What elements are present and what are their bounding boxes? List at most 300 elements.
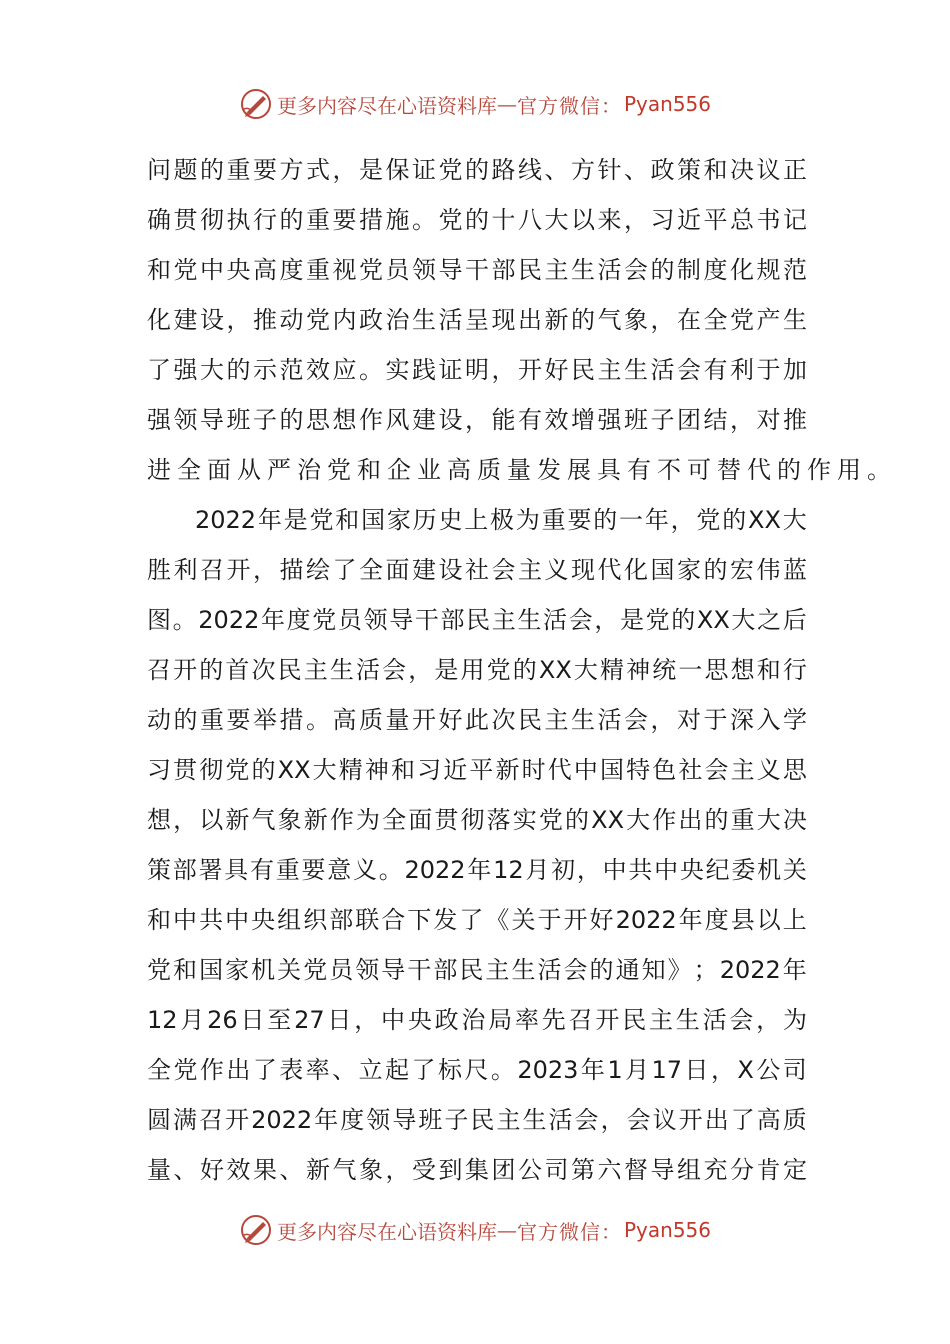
glyph: 生 [522,1106,547,1134]
glyph: 的 [465,206,489,234]
text-line [147,645,807,695]
glyph: 活 [597,256,622,284]
glyph: 气 [597,306,622,334]
glyph: 大 [544,206,569,234]
glyph: 中 [602,856,627,884]
glyph: 12 [493,856,524,884]
glyph: 出 [226,1056,251,1084]
glyph: 策 [147,856,171,884]
glyph: 落 [486,806,511,834]
text-line [147,745,807,795]
glyph: 次 [251,656,276,684]
glyph: 民 [466,606,491,634]
glyph: 要 [567,506,592,534]
glyph: 会 [704,756,729,784]
glyph: 。 [306,706,330,734]
glyph: 示 [253,356,277,384]
glyph: XX [591,806,625,834]
glyph: 重 [226,156,251,184]
glyph: 为 [515,506,540,534]
glyph: 是 [619,606,644,634]
glyph: 央 [251,906,276,934]
glyph: 政 [650,156,675,184]
glyph: 。 [378,856,403,884]
glyph: 贯 [434,806,459,834]
glyph: 2023 [517,1056,579,1084]
glyph: 初 [551,856,576,884]
glyph: 会 [624,706,648,734]
glyph: 班 [226,406,251,434]
glyph: 了 [332,556,357,584]
glyph: 确 [147,206,171,234]
glyph: 义 [756,756,781,784]
glyph: 的 [571,306,595,334]
glyph: 27 [294,1006,325,1034]
glyph: 明 [465,356,489,384]
glyph: 保 [385,156,410,184]
glyph: 象 [624,306,648,334]
footer-dash: — [496,1218,517,1242]
glyph: 贯 [173,756,198,784]
glyph: 动 [147,706,171,734]
text-line [147,595,807,645]
glyph: 建 [412,556,436,584]
glyph: 从 [237,456,261,484]
glyph: 范 [279,356,304,384]
glyph: 度 [340,1106,365,1134]
glyph: 习 [417,756,442,784]
glyph: 率 [515,1006,539,1034]
text-line [147,445,891,495]
glyph: 意 [327,856,352,884]
glyph: 效 [226,1156,251,1184]
glyph: 、 [624,156,648,184]
glyph: 方 [571,156,595,184]
glyph: 义 [353,856,377,884]
glyph: 高 [332,706,357,734]
glyph: 民 [622,1006,647,1034]
glyph: 央 [407,1006,432,1034]
glyph: 治 [461,1006,486,1034]
pen-logo-icon [239,1213,273,1247]
glyph: 党 [327,456,351,484]
glyph: 的 [512,656,537,684]
glyph: 员 [385,256,410,284]
glyph: 员 [329,956,354,984]
glyph: 作 [199,1056,224,1084]
glyph: 习 [650,206,675,234]
glyph: 活 [702,1006,727,1034]
glyph: 领 [173,406,198,434]
glyph: 会 [491,556,516,584]
glyph: 范 [783,256,807,284]
glyph: 一 [619,506,644,534]
glyph: 领 [366,1106,391,1134]
glyph: 中 [200,256,224,284]
glyph: 党 [359,256,383,284]
glyph: ， [354,1006,379,1034]
glyph: 共 [628,856,653,884]
glyph: 导 [381,956,406,984]
glyph: 效 [544,406,569,434]
text-line [147,1145,807,1195]
glyph: 、 [332,1056,357,1084]
glyph: 导 [650,1156,675,1184]
glyph: 署 [198,856,223,884]
glyph: 要 [301,856,326,884]
header-wechat-id: Pyan556 [623,92,711,116]
glyph: 的 [565,806,589,834]
glyph: 生 [783,306,807,334]
glyph: 想 [147,806,171,834]
glyph: 社 [678,756,703,784]
body-text [147,145,891,1195]
glyph: 全 [177,456,201,484]
glyph: 现 [491,306,516,334]
glyph: 知 [641,956,666,984]
glyph: 子 [253,406,277,434]
glyph: 主 [544,256,569,284]
glyph: 活 [548,1106,573,1134]
glyph: 的 [593,506,618,534]
glyph: 策 [677,156,701,184]
glyph: 发 [433,906,458,934]
glyph: ， [491,356,516,384]
pen-logo-icon [239,87,273,121]
glyph: 的 [251,756,276,784]
glyph: ， [650,306,675,334]
glyph: 路 [491,156,516,184]
glyph: 部 [172,856,197,884]
glyph: 产 [756,306,781,334]
glyph: 会 [563,956,588,984]
glyph: ， [756,1006,781,1034]
glyph: 国 [650,556,675,584]
glyph: 有 [250,856,274,884]
glyph: 实 [385,356,410,384]
glyph: 和 [147,906,171,934]
glyph: 有 [627,456,651,484]
text-line [147,845,807,895]
glyph: 量 [385,706,410,734]
glyph: 主 [648,1006,673,1034]
glyph: 班 [418,1106,443,1134]
glyph: 党 [645,606,670,634]
glyph: 正 [783,156,807,184]
glyph: 好 [438,706,463,734]
glyph: 活 [543,606,568,634]
glyph: 总 [730,206,754,234]
glyph: 第 [571,1156,595,1184]
glyph: 精 [600,656,625,684]
glyph: 》 [667,956,692,984]
glyph: 呈 [465,306,489,334]
glyph: ， [576,856,601,884]
glyph: 面 [385,556,410,584]
glyph: 建 [412,406,436,434]
glyph: 新 [495,756,520,784]
glyph: XX [696,606,730,634]
glyph: 和 [703,156,728,184]
glyph: 化 [730,256,754,284]
glyph: 神 [364,756,389,784]
glyph: 的 [704,806,729,834]
glyph: 组 [677,1156,701,1184]
glyph: 活 [356,656,380,684]
glyph: 在 [677,306,701,334]
glyph: 代 [547,756,572,784]
glyph: 新 [225,806,250,834]
glyph: 中 [654,856,679,884]
glyph: 民 [470,1106,495,1134]
glyph: 至 [267,1006,292,1034]
glyph: 民 [459,956,484,984]
glyph: 活 [597,706,622,734]
glyph: 习 [147,756,171,784]
glyph: ， [226,306,251,334]
glyph: 干 [465,256,489,284]
glyph: 重 [200,706,224,734]
glyph: 党 [306,306,330,334]
text-line [147,195,807,245]
glyph: 想 [730,656,755,684]
glyph: 于 [537,906,562,934]
glyph: 用 [837,456,861,484]
glyph: 政 [359,306,383,334]
glyph: 会 [574,1106,599,1134]
glyph: 全 [147,1056,171,1084]
glyph: 党 [730,306,754,334]
glyph: 作 [807,456,831,484]
glyph: 气 [332,1156,357,1184]
glyph: 实 [512,806,537,834]
glyph: 展 [567,456,591,484]
glyph: 绘 [306,556,330,584]
glyph: 起 [385,1056,410,1084]
glyph: 主 [303,656,328,684]
glyph: 图 [147,606,171,634]
footer-watermark [0,1208,950,1252]
glyph: 近 [677,206,701,234]
glyph: ， [600,1106,625,1134]
glyph: 十 [491,206,516,234]
glyph: 六 [597,1156,622,1184]
glyph: 领 [355,956,380,984]
text-line [147,695,807,745]
glyph: 用 [460,656,485,684]
glyph: 具 [224,856,249,884]
glyph: 的 [589,956,614,984]
glyph: 的 [465,156,489,184]
glyph: 圆 [147,1106,171,1134]
glyph: 党 [303,956,328,984]
glyph: 召 [199,1106,224,1134]
glyph: 机 [757,856,782,884]
glyph: 统 [652,656,677,684]
glyph: 风 [385,406,410,434]
glyph: 精 [338,756,363,784]
glyph: 司 [544,1156,569,1184]
glyph: 的 [199,656,224,684]
glyph: 生 [511,956,536,984]
glyph: 好 [589,906,614,934]
glyph: 以 [756,906,781,934]
text-line [147,795,807,845]
glyph: 强 [597,406,622,434]
glyph: 主 [518,556,542,584]
glyph: 效 [306,356,330,384]
glyph: 设 [438,406,463,434]
glyph: 到 [438,1156,463,1184]
glyph: 主 [730,756,755,784]
glyph: 的 [703,556,728,584]
glyph: ， [710,1056,735,1084]
glyph: 式 [306,156,330,184]
glyph: 强 [173,356,198,384]
glyph: ， [594,606,619,634]
glyph: 2022 [195,506,257,534]
glyph: 的 [722,506,747,534]
glyph: ， [408,656,433,684]
glyph: 证 [438,356,463,384]
glyph: 次 [491,706,516,734]
glyph: 17 [651,1056,683,1084]
glyph: 党 [438,156,463,184]
glyph: 和 [391,756,416,784]
glyph: 大 [573,656,598,684]
glyph: 八 [518,206,542,234]
glyph: 主 [597,356,622,384]
glyph: 日 [684,1056,709,1084]
glyph: 国 [361,506,386,534]
glyph: 党 [312,606,337,634]
glyph: 大 [626,806,651,834]
glyph: 历 [412,506,437,534]
glyph: 大 [731,606,756,634]
glyph: 治 [297,456,321,484]
glyph: 治 [385,306,410,334]
glyph: 全 [359,556,383,584]
glyph: ， [332,156,357,184]
glyph: 证 [412,156,436,184]
text-line [147,895,807,945]
footer-wechat-label: 官方微信： [516,1219,622,1244]
glyph: 强 [147,406,171,434]
glyph: 新 [303,806,328,834]
glyph: 具 [597,456,621,484]
glyph: 的 [777,456,801,484]
glyph: 、 [544,156,569,184]
glyph: 通 [615,956,640,984]
glyph: 有 [703,356,728,384]
glyph: 不 [657,456,681,484]
glyph: 有 [518,406,542,434]
glyph: 领 [412,256,436,284]
glyph: 局 [488,1006,513,1034]
glyph: 生 [675,1006,700,1034]
glyph: 党 [225,756,250,784]
glyph: 。 [490,1056,515,1084]
glyph: 制 [677,256,701,284]
glyph: 导 [389,606,414,634]
text-line [147,345,807,395]
glyph: 上 [464,506,489,534]
glyph: 开 [678,1106,703,1134]
header-brand-text: 更多内容尽在心语资料库 [276,93,497,118]
glyph: 作 [652,806,677,834]
glyph: 。 [867,456,891,484]
glyph: 子 [650,406,675,434]
glyph: 加 [783,356,807,384]
glyph: 1 [607,1056,623,1084]
glyph: 大 [200,356,224,384]
glyph: 民 [571,356,595,384]
glyph: 记 [783,206,807,234]
glyph: 上 [782,906,807,934]
glyph: 。 [359,356,383,384]
glyph: 度 [703,256,728,284]
glyph: 作 [359,406,383,434]
glyph: 机 [251,956,276,984]
glyph: ， [650,706,675,734]
text-line [147,945,807,995]
glyph: 公 [756,1056,781,1084]
glyph: 要 [253,156,277,184]
glyph: 彻 [460,806,485,834]
glyph: 首 [225,656,250,684]
glyph: 中 [225,906,250,934]
glyph: 月 [180,1006,205,1034]
header-watermark [0,82,950,126]
glyph: 增 [571,406,595,434]
glyph: 度 [704,906,729,934]
glyph: 部 [433,956,458,984]
glyph: 气 [251,806,276,834]
glyph: 年 [261,606,285,634]
glyph: 以 [571,206,595,234]
glyph: 生 [412,306,436,334]
glyph: 作 [329,806,354,834]
glyph: 满 [173,1106,198,1134]
glyph: 标 [437,1056,462,1084]
glyph: 活 [537,956,562,984]
glyph: 重 [730,806,755,834]
glyph: 率 [305,1056,330,1084]
glyph: 会 [626,1106,651,1134]
glyph: 全 [382,806,407,834]
glyph: 象 [277,806,302,834]
glyph: 关 [277,956,302,984]
glyph: 会 [677,356,701,384]
glyph: 和 [173,956,198,984]
glyph: 出 [678,806,703,834]
glyph: 方 [279,156,304,184]
glyph: XX [538,656,572,684]
glyph: 重 [306,206,330,234]
glyph: 践 [412,356,436,384]
glyph: 、 [279,1156,304,1184]
glyph: 党 [696,506,721,534]
glyph: 行 [782,656,807,684]
glyph: 国 [600,756,625,784]
glyph: 高 [253,256,277,284]
glyph: 思 [306,406,330,434]
glyph: 民 [277,656,302,684]
glyph: X [737,1056,754,1084]
glyph: 日 [327,1006,352,1034]
glyph: 为 [782,1006,807,1034]
glyph: 召 [568,1006,593,1034]
